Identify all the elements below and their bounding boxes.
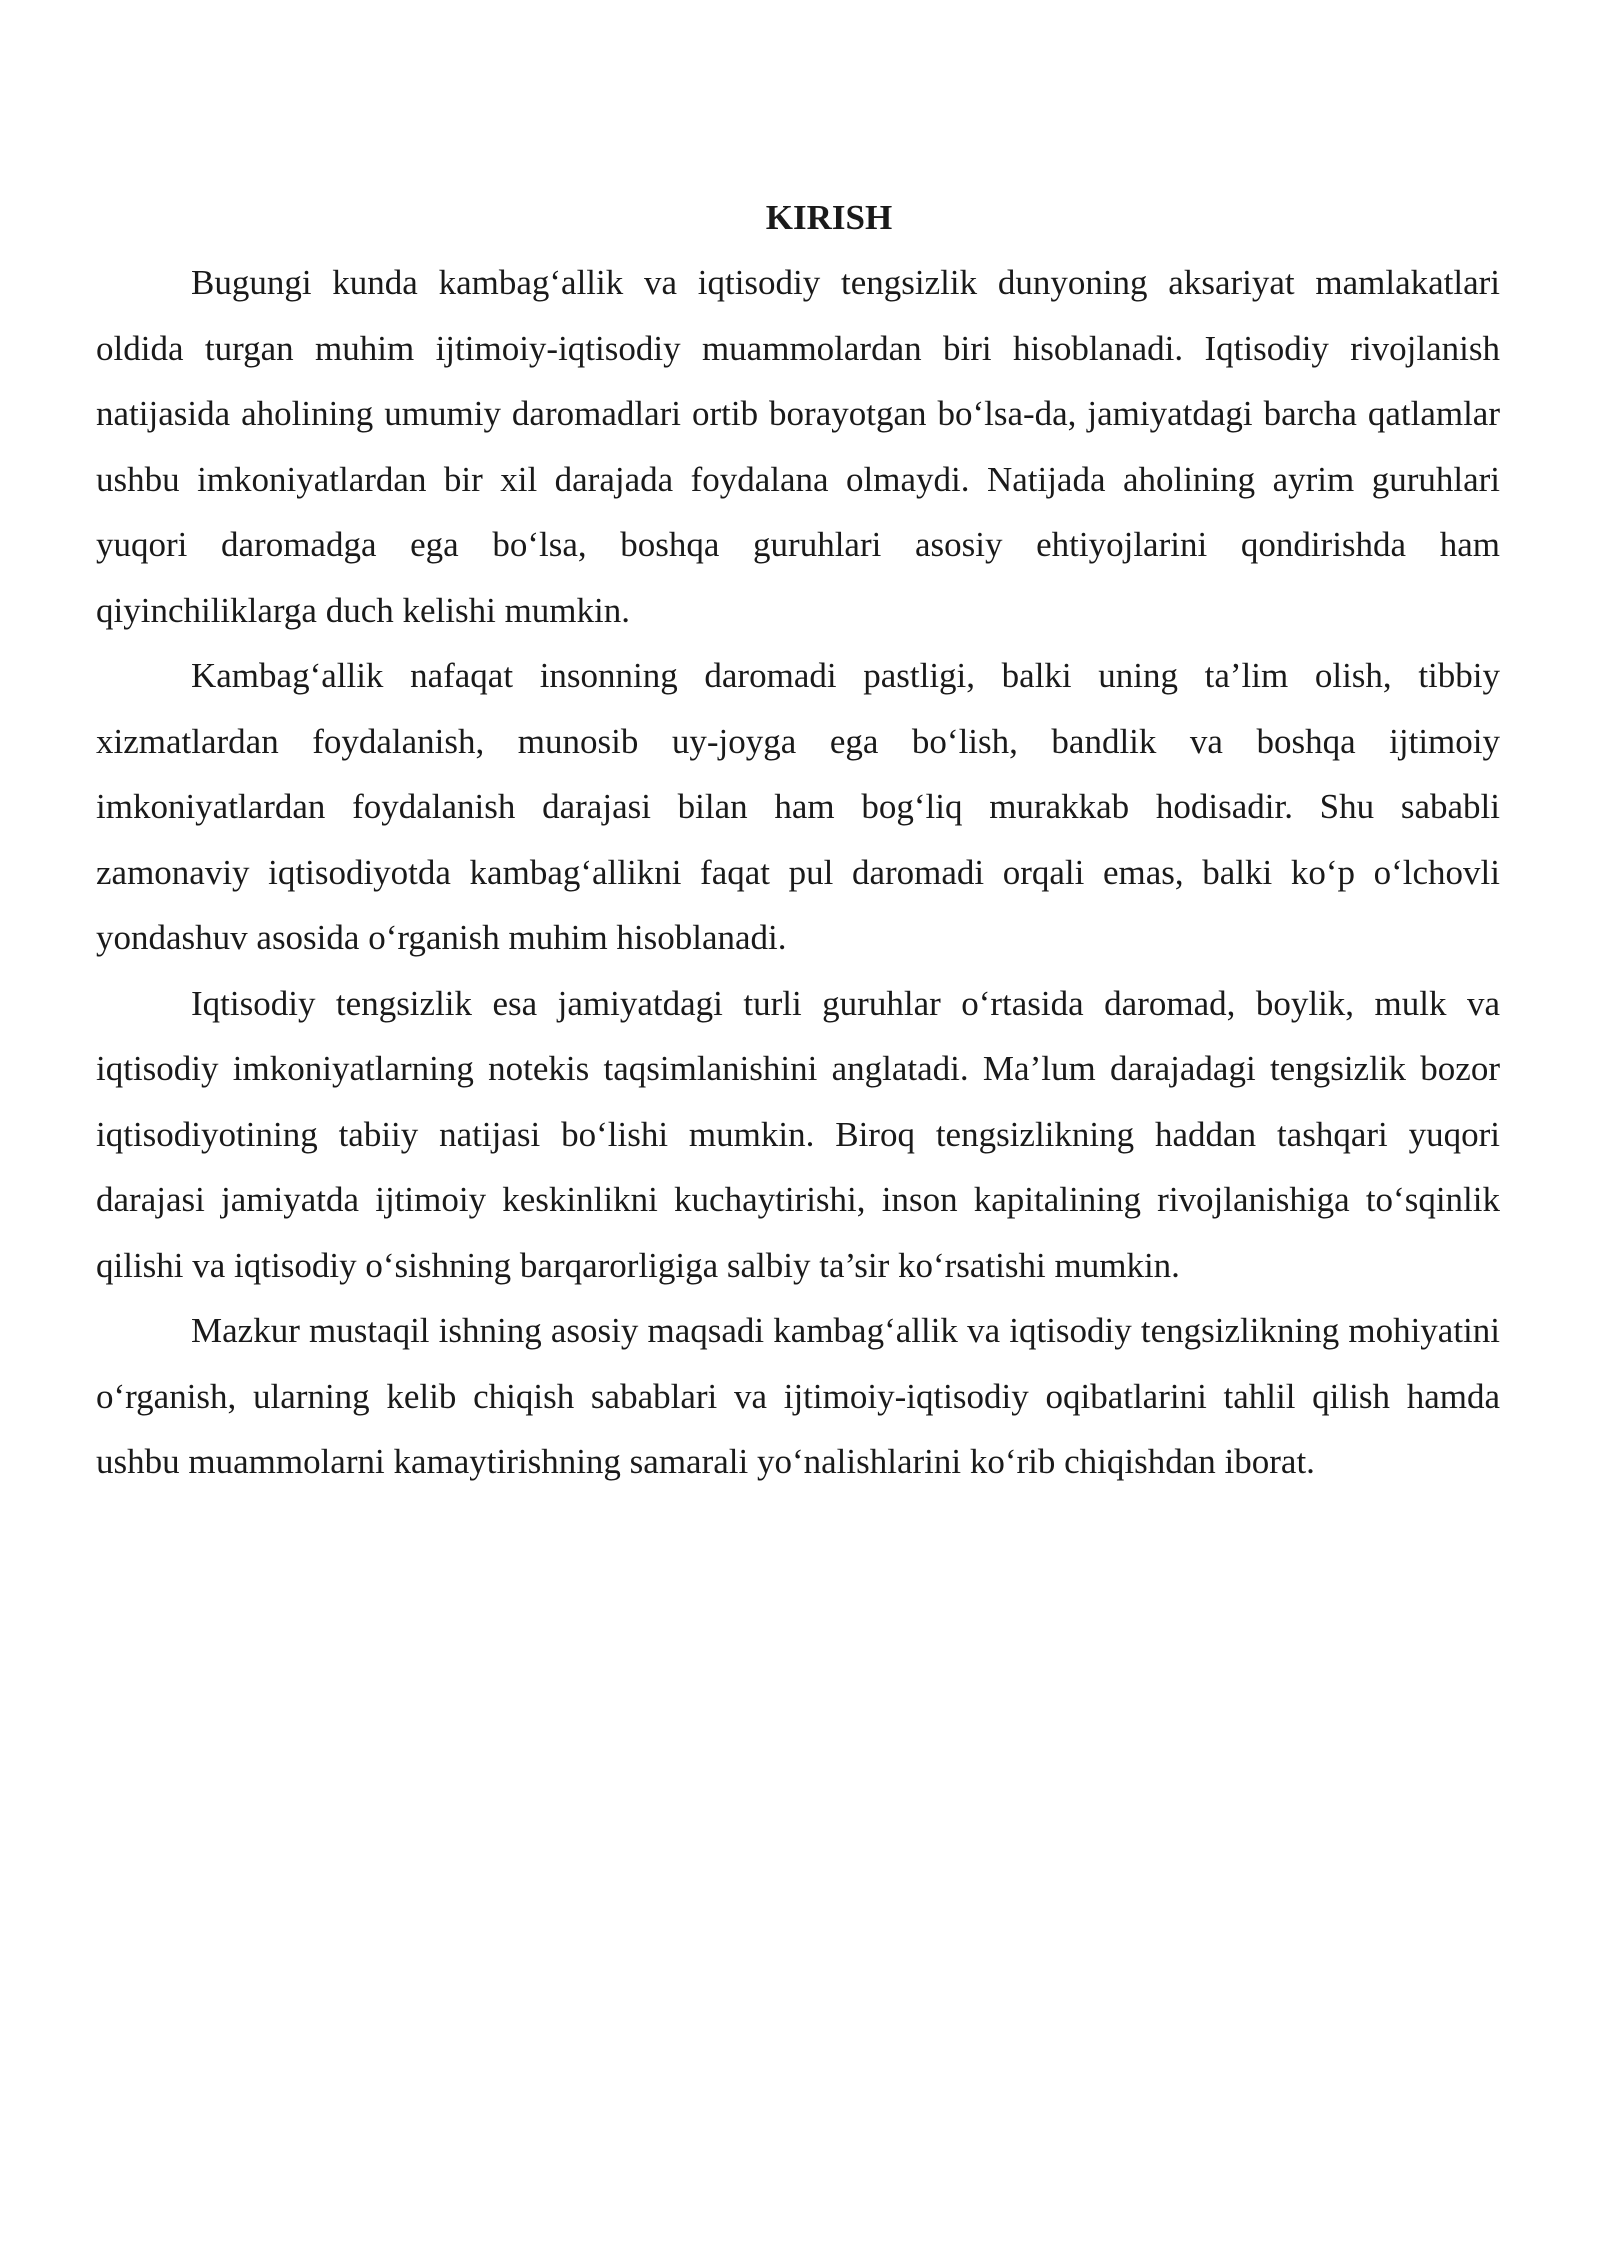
section-heading: KIRISH <box>765 198 893 237</box>
paragraph-2: Kambag‘allik nafaqat insonning daromadi pastligi, balki uning ta’lim olish, tibbiy xizmatlardan foydalanish, munosib uy-joyga ega bo‘lish, bandlik va boshqa ijtimoiy imkoniyatlardan foydalanish darajasi bilan ham bog‘liq murakkab hodisadir. Shu sababli zamonaviy iqtisodiyotda kambag‘allikni faqat pul daromadi orqali emas, balki ko‘p o‘lchovli yondashuv asosida o‘rganish muhim hisoblanadi. <box>96 656 1500 957</box>
document-body <box>96 188 1500 1495</box>
paragraph-1: Bugungi kunda kambag‘allik va iqtisodiy tengsizlik dunyoning aksariyat mamlakatlari oldida turgan muhim ijtimoiy-iqtisodiy muammolardan biri hisoblanadi. Iqtisodiy rivojlanish natijasida aholining umumiy daromadlari ortib borayotgan bo‘lsa-da, jamiyatdagi barcha qatlamlar ushbu imkoniyatlardan bir xil darajada foydalana olmaydi. Natijada aholining ayrim guruhlari yuqori daromadga ega bo‘lsa, boshqa guruhlari asosiy ehtiyojlarini qondirishda ham qiyinchiliklarga duch kelishi mumkin. <box>96 263 1500 630</box>
paragraph-3: Iqtisodiy tengsizlik esa jamiyatdagi turli guruhlar o‘rtasida daromad, boylik, mulk va iqtisodiy imkoniyatlarning notekis taqsimlanishini anglatadi. Ma’lum darajadagi tengsizlik bozor iqtisodiyotining tabiiy natijasi bo‘lishi mumkin. Biroq tengsizlikning haddan tashqari yuqori darajasi jamiyatda ijtimoiy keskinlikni kuchaytirishi, inson kapitalining rivojlanishiga to‘sqinlik qilishi va iqtisodiy o‘sishning barqarorligiga salbiy ta’sir ko‘rsatishi mumkin. <box>96 983 1500 1285</box>
paragraph-4: Mazkur mustaqil ishning asosiy maqsadi kambag‘allik va iqtisodiy tengsizlikning mohiyatini o‘rganish, ularning kelib chiqish sabablari va ijtimoiy-iqtisodiy oqibatlarini tahlil qilish hamda ushbu muammolarni kamaytirishning samarali yo‘nalishlarini ko‘rib chiqishdan iborat. <box>96 1311 1500 1481</box>
